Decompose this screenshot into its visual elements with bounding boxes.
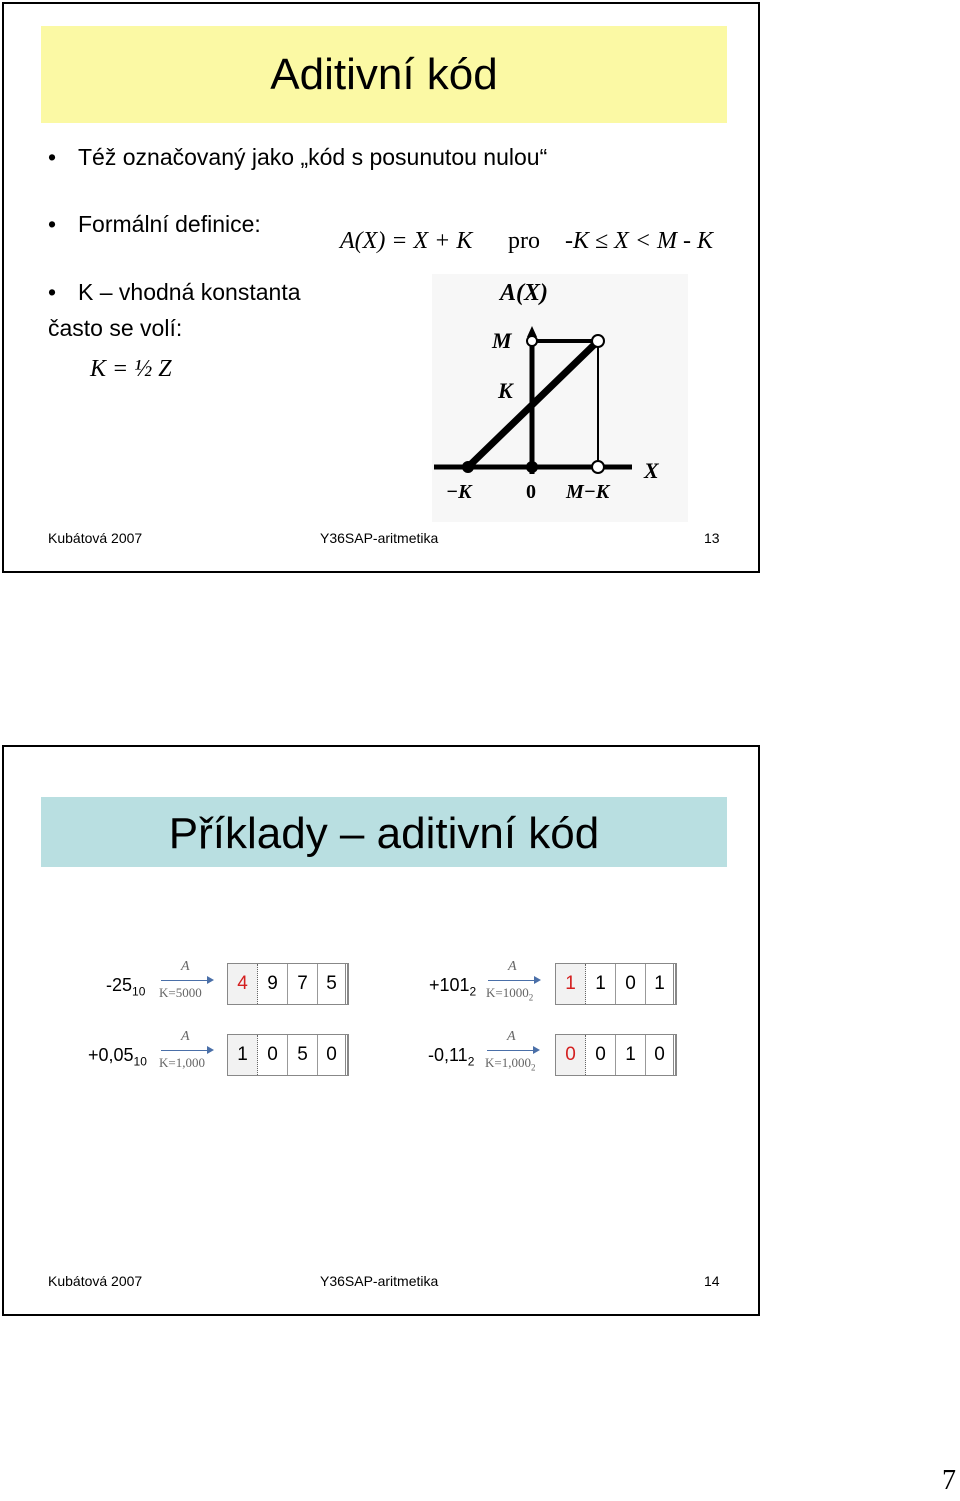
example-base: 2	[469, 984, 477, 999]
example-number: +0,05	[88, 1045, 134, 1065]
x-axis-title: X	[644, 458, 659, 483]
digit-cell: 5	[318, 964, 348, 1004]
k-constant-value: K=1,000	[159, 1055, 205, 1070]
bullet-item	[48, 144, 547, 171]
digit-cell: 1	[586, 964, 616, 1004]
slide-13	[2, 2, 760, 573]
bullet-text: Též označovaný jako „kód s posunutou nulou“	[78, 144, 548, 170]
arrow-line	[487, 1050, 535, 1051]
k-formula: K = ½ Z	[90, 356, 172, 382]
definition-condition: -K ≤ X < M - K	[565, 228, 714, 254]
example-number: -25	[106, 975, 133, 995]
additive-code-graph	[432, 274, 688, 522]
bullet-text: K – vhodná konstanta	[78, 279, 301, 305]
y-tick-k: K	[498, 378, 513, 403]
arrow-line	[161, 1050, 209, 1051]
digit-cell: 0	[646, 1035, 676, 1075]
code-symbol: A	[181, 1029, 190, 1044]
point-minus-k	[462, 461, 474, 473]
bullet-dot-icon: •	[48, 144, 57, 170]
footer-course: Y36SAP-aritmetika	[320, 530, 439, 546]
bullet-dot-icon: •	[48, 211, 57, 237]
example-base: 10	[133, 1054, 147, 1069]
digit-register	[227, 963, 349, 1005]
k-constant-value: K=1,000	[485, 1055, 531, 1070]
encode-arrow	[486, 959, 542, 1003]
example-value	[428, 1045, 474, 1069]
definition-pro: pro	[508, 228, 540, 254]
arrow-line	[161, 980, 209, 981]
k-constant-value: K=1000	[486, 985, 529, 1000]
arrow-line	[488, 980, 536, 981]
example-base: 2	[467, 1054, 475, 1069]
bullet-item	[48, 279, 301, 306]
k-constant-value: K=5000	[159, 985, 202, 1000]
arrow-right-icon	[533, 1046, 540, 1054]
k-constant	[485, 1055, 535, 1073]
title-band	[41, 26, 727, 123]
k-constant-base: 2	[530, 1062, 536, 1073]
digit-cell: 1	[228, 1035, 258, 1075]
code-symbol: A	[181, 959, 190, 974]
digit-register	[227, 1034, 349, 1076]
digit-cell: 9	[258, 964, 288, 1004]
bullet-item	[48, 211, 261, 238]
footer-course: Y36SAP-aritmetika	[320, 1273, 439, 1289]
point-zero	[526, 461, 538, 473]
digit-cell: 1	[556, 964, 586, 1004]
code-symbol: A	[507, 1029, 516, 1044]
page-number: 7	[942, 1465, 956, 1496]
bullet-text: Formální definice:	[78, 211, 261, 237]
definition-formula: A(X) = X + K	[340, 228, 473, 254]
example-base: 10	[132, 984, 146, 999]
slide-title: Příklady – aditivní kód	[168, 809, 600, 858]
digit-cell: 0	[258, 1035, 288, 1075]
point-m-axis	[527, 336, 537, 346]
code-symbol: A	[508, 959, 517, 974]
digit-cell: 0	[318, 1035, 348, 1075]
footer-author: Kubátová 2007	[48, 1273, 143, 1289]
bullet-dot-icon: •	[48, 279, 57, 305]
digit-cell: 1	[616, 1035, 646, 1075]
example-value	[88, 1045, 147, 1069]
x-tick-m-minus-k: M−K	[566, 481, 610, 503]
digit-cell: 1	[646, 964, 676, 1004]
digit-cell: 0	[586, 1035, 616, 1075]
slide-14	[2, 745, 760, 1316]
example-number: -0,11	[428, 1045, 468, 1065]
y-axis-title: A(X)	[500, 280, 548, 306]
k-constant-base: 2	[528, 992, 534, 1003]
slide-title: Aditivní kód	[270, 50, 498, 99]
y-tick-m: M	[492, 328, 512, 353]
example-number: +101	[429, 975, 470, 995]
footer-page-number: 14	[704, 1273, 720, 1289]
point-m-open	[592, 335, 604, 347]
encode-arrow	[485, 1029, 541, 1073]
arrow-right-icon	[207, 1046, 214, 1054]
footer-page-number: 13	[704, 530, 720, 546]
digit-register	[555, 963, 677, 1005]
digit-register	[555, 1034, 677, 1076]
digit-cell: 7	[288, 964, 318, 1004]
example-value	[106, 975, 145, 999]
often-chosen-text: často se volí:	[48, 315, 183, 341]
example-value	[429, 975, 476, 999]
k-constant	[159, 1055, 205, 1073]
digit-cell: 4	[228, 964, 258, 1004]
arrow-right-icon	[207, 976, 214, 984]
footer-author: Kubátová 2007	[48, 530, 143, 546]
x-tick-minus-k: −K	[446, 481, 472, 503]
k-constant	[486, 985, 533, 1003]
title-band	[41, 797, 727, 867]
x-tick-zero: 0	[526, 481, 536, 503]
digit-cell: 5	[288, 1035, 318, 1075]
digit-cell: 0	[556, 1035, 586, 1075]
arrow-right-icon	[534, 976, 541, 984]
point-m-minus-k-open	[592, 461, 604, 473]
k-constant	[159, 985, 202, 1003]
digit-cell: 0	[616, 964, 646, 1004]
encode-arrow	[159, 959, 215, 1003]
encode-arrow	[159, 1029, 215, 1073]
